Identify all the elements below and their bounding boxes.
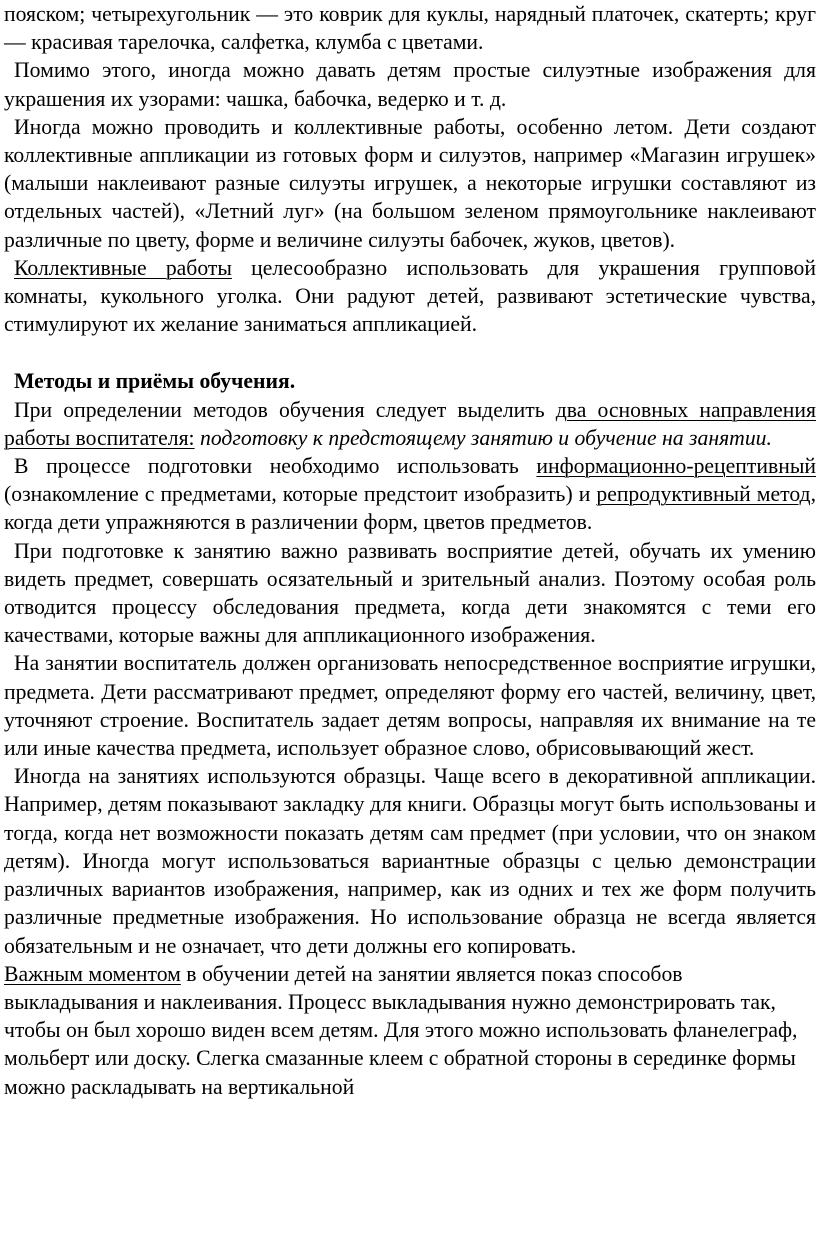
paragraph-6-text: В процессе подготовки необходимо использовать [14,454,537,479]
paragraph-1: пояском; четырехугольник — это коврик для куклы, нарядный платочек, скатерть; круг — красивая тарелочка, салфетка, клумба с цветами. [4,2,816,55]
paragraph-5-text: При определении методов обучения следует выделить [14,397,556,422]
paragraph-9: Иногда на занятиях используются образцы. Чаще всего в декоративной аппликации. Например, детям показывают закладку для книги. Образцы могут быть использованы и тогда, когда нет возможности показать детям сам предмет (при условии, что он знаком детям). Иногда могут использоваться вариантные образцы с целью демонстрации различных вариантов изображения, например, как из одних и тех же форм получить различные предметные изображения. Но использование образца не всегда является обязательным и не означает, что дети должны его копировать. [4,764,816,958]
spacer [4,338,816,367]
paragraph-10-text: в обучении детей на занятии является показ способов выкладывания и наклеивания. Процесс выкладывания нужно демонстрировать так, чтобы он был хорошо виден всем детям. Для этого можно использовать фланелеграф, мольберт или доску. Слегка смазанные клеем с обратной стороны в серединке формы можно раскладывать на вертикальной [4,961,798,1099]
paragraph-6-text: , когда дети упражняются в различении форм, цветов предметов. [4,482,816,535]
italic-phrase: подготовку к предстоящему занятию и обучение на занятии. [194,425,772,450]
paragraph-8: На занятии воспитатель должен организовать непосредственное восприятие игрушки, предмета. Дети рассматривают предмет, определяют форму его частей, величину, цвет, уточняют строение. Воспитатель задает детям вопросы, направляя их внимание на те или иные качества предмета, использует образное слово, обрисовывающий жест. [4,651,816,761]
paragraph-3: Иногда можно проводить и коллективные работы, особенно летом. Дети создают коллективные аппликации из готовых форм и силуэтов, например «Магазин игрушек» (малыши наклеивают разные силуэты игрушек, а некоторые игрушки составляют из отдельных частей), «Летний луг» (на большом зеленом прямоугольнике наклеивают различные по цвету, форме и величине силуэты бабочек, жуков, цветов). [4,114,816,252]
paragraph-6 [4,452,816,537]
paragraph-10 [4,960,816,1101]
paragraph-6-text: (ознакомление с предметами, которые предстоит изобразить) и [4,482,597,507]
paragraph-5 [4,396,816,452]
paragraph-2: Помимо этого, иногда можно давать детям простые силуэтные изображения для украшения их узорами: чашка, бабочка, ведерко и т. д. [4,58,816,111]
underlined-phrase: Важным моментом [4,961,181,986]
underlined-phrase: репродуктивный метод [596,482,811,507]
paragraph-4 [4,254,816,339]
paragraph-7: При подготовке к занятию важно развивать восприятие детей, обучать их умению видеть предмет, совершать осязательный и зрительный анализ. Поэтому особая роль отводится процессу обследования предмета, когда дети знакомятся с теми его качествами, которые важны для аппликационного изображения. [4,538,816,648]
underlined-phrase: Коллективные работы [14,255,232,280]
underlined-phrase: информационно-рецептивный [536,454,816,479]
underlined-phrase: два основных направления работы воспитателя: [4,397,816,450]
paragraph-4-text: целесообразно использовать для украшения групповой комнаты, кукольного уголка. Они радуют детей, развивают эстетические чувства, стимулируют их желание заниматься аппликацией. [4,255,816,337]
section-heading: Методы и приёмы обучения. [14,369,296,394]
